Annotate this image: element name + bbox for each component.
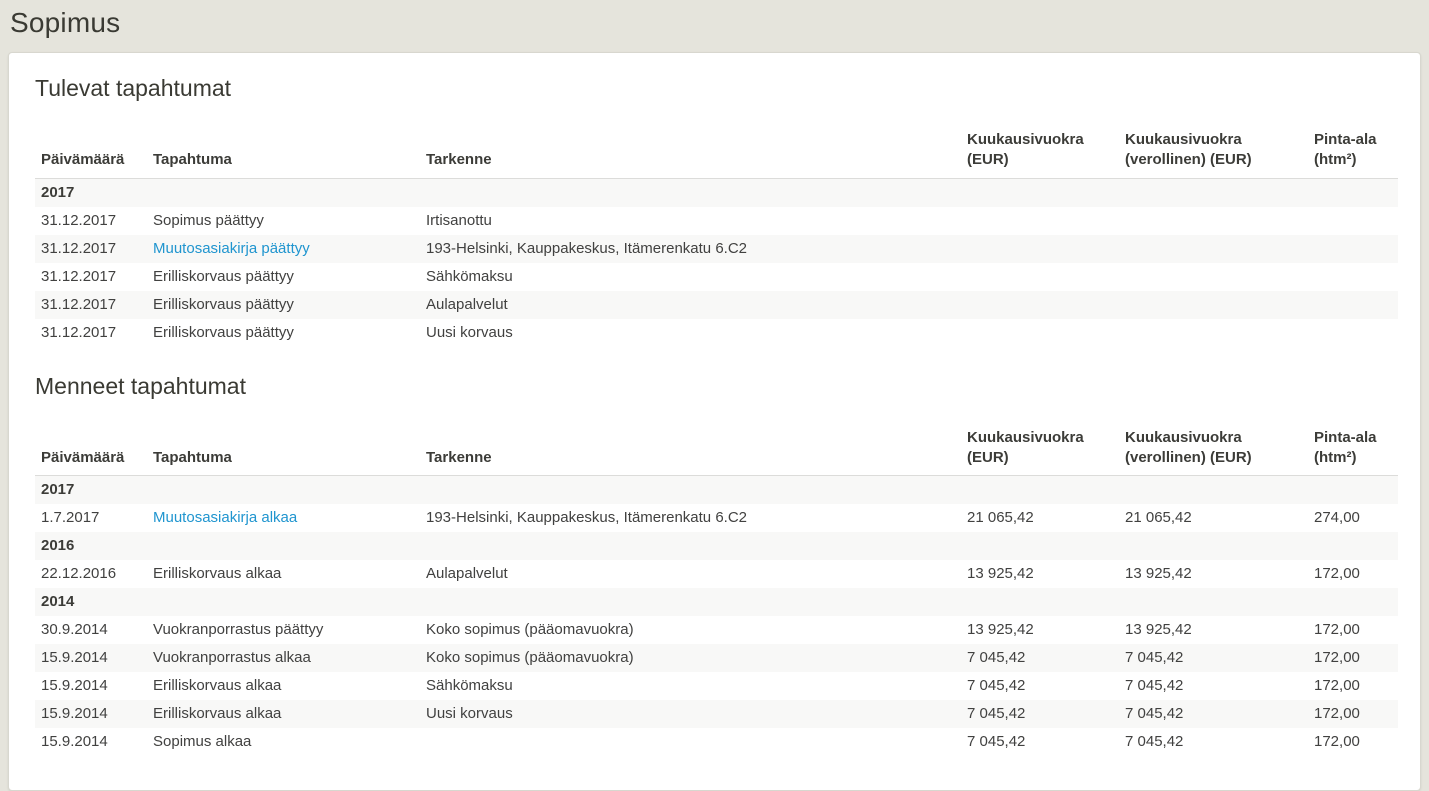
cell-area bbox=[1308, 263, 1398, 291]
cell-area: 172,00 bbox=[1314, 649, 1360, 666]
cell-area bbox=[1308, 207, 1398, 235]
column-header-detail: Tarkenne bbox=[420, 128, 961, 178]
cell-event: Vuokranporrastus alkaa bbox=[153, 649, 311, 666]
cell-detail: Koko sopimus (pääomavuokra) bbox=[426, 649, 634, 666]
cell-date: 15.9.2014 bbox=[41, 733, 108, 750]
cell-date: 31.12.2017 bbox=[41, 239, 117, 257]
cell-rent-taxed: 7 045,42 bbox=[1125, 649, 1184, 666]
cell-area bbox=[1308, 291, 1398, 319]
cell-date: 31.12.2017 bbox=[41, 323, 117, 341]
column-header-area: Pinta-ala (htm²) bbox=[1308, 128, 1398, 178]
year-group-row bbox=[35, 178, 1398, 207]
cell-rent bbox=[961, 319, 1119, 347]
cell-rent-taxed bbox=[1119, 235, 1308, 263]
cell-rent: 7 045,42 bbox=[967, 649, 1026, 666]
column-header-rent: Kuukausivuokra (EUR) bbox=[961, 426, 1119, 476]
cell-detail: Koko sopimus (pääomavuokra) bbox=[426, 621, 634, 638]
cell-rent-taxed: 7 045,42 bbox=[1125, 677, 1184, 694]
cell-date: 30.9.2014 bbox=[41, 621, 108, 638]
upcoming-events-table bbox=[35, 128, 1398, 347]
cell-rent: 13 925,42 bbox=[967, 621, 1034, 638]
table-row bbox=[35, 644, 1398, 672]
cell-rent-taxed bbox=[1119, 291, 1308, 319]
cell-detail: Uusi korvaus bbox=[426, 323, 513, 341]
column-header-rent: Kuukausivuokra (EUR) bbox=[961, 128, 1119, 178]
cell-area bbox=[1308, 319, 1398, 347]
cell-event: Sopimus päättyy bbox=[153, 211, 264, 229]
column-header-rent-taxed: Kuukausivuokra (verollinen) (EUR) bbox=[1119, 426, 1308, 476]
cell-event: Erilliskorvaus päättyy bbox=[153, 295, 294, 313]
cell-date: 15.9.2014 bbox=[41, 705, 108, 722]
table-row bbox=[35, 672, 1398, 700]
column-header-rent-taxed: Kuukausivuokra (verollinen) (EUR) bbox=[1119, 128, 1308, 178]
column-header-event: Tapahtuma bbox=[147, 128, 420, 178]
cell-rent bbox=[961, 207, 1119, 235]
cell-rent: 7 045,42 bbox=[967, 677, 1026, 694]
table-row bbox=[35, 263, 1398, 291]
cell-rent bbox=[961, 291, 1119, 319]
cell-detail bbox=[420, 728, 961, 756]
cell-rent: 13 925,42 bbox=[967, 565, 1034, 582]
column-header-area: Pinta-ala (htm²) bbox=[1308, 426, 1398, 476]
table-row bbox=[35, 616, 1398, 644]
table-header-row bbox=[35, 426, 1398, 476]
cell-date: 15.9.2014 bbox=[41, 677, 108, 694]
table-row bbox=[35, 207, 1398, 235]
cell-detail: Sähkömaksu bbox=[426, 267, 513, 285]
cell-detail: 193-Helsinki, Kauppakeskus, Itämerenkatu 6.C2 bbox=[426, 239, 748, 257]
cell-date: 22.12.2016 bbox=[41, 565, 117, 582]
event-link[interactable]: Muutosasiakirja päättyy bbox=[153, 239, 310, 257]
table-row bbox=[35, 700, 1398, 728]
page-title: Sopimus bbox=[10, 7, 121, 38]
page-header bbox=[0, 0, 1429, 46]
column-header-detail: Tarkenne bbox=[420, 426, 961, 476]
column-header-date: Päivämäärä bbox=[35, 128, 147, 178]
cell-rent-taxed: 7 045,42 bbox=[1125, 733, 1184, 750]
year-label: 2017 bbox=[41, 183, 75, 201]
cell-rent bbox=[961, 235, 1119, 263]
cell-rent-taxed bbox=[1119, 207, 1308, 235]
cell-rent-taxed: 13 925,42 bbox=[1125, 565, 1192, 582]
year-group-row bbox=[35, 588, 1398, 616]
cell-rent: 7 045,42 bbox=[967, 733, 1026, 750]
section-heading-upcoming: Tulevat tapahtumat bbox=[35, 75, 232, 101]
cell-area: 172,00 bbox=[1314, 565, 1360, 582]
cell-rent-taxed bbox=[1119, 263, 1308, 291]
year-label: 2014 bbox=[41, 593, 75, 610]
cell-rent-taxed bbox=[1119, 319, 1308, 347]
cell-event: Erilliskorvaus alkaa bbox=[153, 705, 282, 722]
past-events-table bbox=[35, 426, 1398, 757]
cell-area: 172,00 bbox=[1314, 705, 1360, 722]
cell-event: Vuokranporrastus päättyy bbox=[153, 621, 324, 638]
cell-detail: Irtisanottu bbox=[426, 211, 492, 229]
cell-area: 274,00 bbox=[1314, 509, 1360, 526]
section-heading-past: Menneet tapahtumat bbox=[35, 372, 246, 399]
cell-detail: Aulapalvelut bbox=[426, 295, 508, 313]
cell-detail: Uusi korvaus bbox=[426, 705, 513, 722]
cell-date: 31.12.2017 bbox=[41, 267, 117, 285]
cell-detail: 193-Helsinki, Kauppakeskus, Itämerenkatu 6.C2 bbox=[426, 509, 748, 526]
year-group-row bbox=[35, 476, 1398, 505]
cell-area: 172,00 bbox=[1314, 677, 1360, 694]
cell-detail: Aulapalvelut bbox=[426, 565, 508, 582]
cell-event: Erilliskorvaus alkaa bbox=[153, 677, 282, 694]
cell-detail: Sähkömaksu bbox=[426, 677, 513, 694]
year-label: 2016 bbox=[41, 537, 75, 554]
content-card bbox=[8, 52, 1421, 791]
cell-event: Sopimus alkaa bbox=[153, 733, 252, 750]
table-row bbox=[35, 291, 1398, 319]
cell-rent-taxed: 7 045,42 bbox=[1125, 705, 1184, 722]
table-row bbox=[35, 319, 1398, 347]
table-row bbox=[35, 728, 1398, 756]
cell-date: 31.12.2017 bbox=[41, 211, 117, 229]
cell-rent bbox=[961, 263, 1119, 291]
year-group-row bbox=[35, 532, 1398, 560]
year-label: 2017 bbox=[41, 481, 75, 498]
cell-date: 15.9.2014 bbox=[41, 649, 108, 666]
table-header-row bbox=[35, 128, 1398, 178]
cell-area: 172,00 bbox=[1314, 733, 1360, 750]
cell-event bbox=[147, 504, 420, 532]
cell-date: 31.12.2017 bbox=[41, 295, 117, 313]
cell-event: Erilliskorvaus alkaa bbox=[153, 565, 282, 582]
cell-event bbox=[147, 235, 420, 263]
cell-rent: 7 045,42 bbox=[967, 705, 1026, 722]
table-row bbox=[35, 504, 1398, 532]
table-row bbox=[35, 235, 1398, 263]
cell-rent: 21 065,42 bbox=[967, 509, 1034, 526]
cell-date: 1.7.2017 bbox=[41, 509, 100, 526]
cell-rent-taxed: 21 065,42 bbox=[1125, 509, 1192, 526]
cell-event: Erilliskorvaus päättyy bbox=[153, 267, 294, 285]
column-header-date: Päivämäärä bbox=[35, 426, 147, 476]
cell-area: 172,00 bbox=[1314, 621, 1360, 638]
cell-area bbox=[1308, 235, 1398, 263]
event-link[interactable]: Muutosasiakirja alkaa bbox=[153, 509, 298, 526]
cell-rent-taxed: 13 925,42 bbox=[1125, 621, 1192, 638]
cell-event: Erilliskorvaus päättyy bbox=[153, 323, 294, 341]
table-row bbox=[35, 560, 1398, 588]
column-header-event: Tapahtuma bbox=[147, 426, 420, 476]
